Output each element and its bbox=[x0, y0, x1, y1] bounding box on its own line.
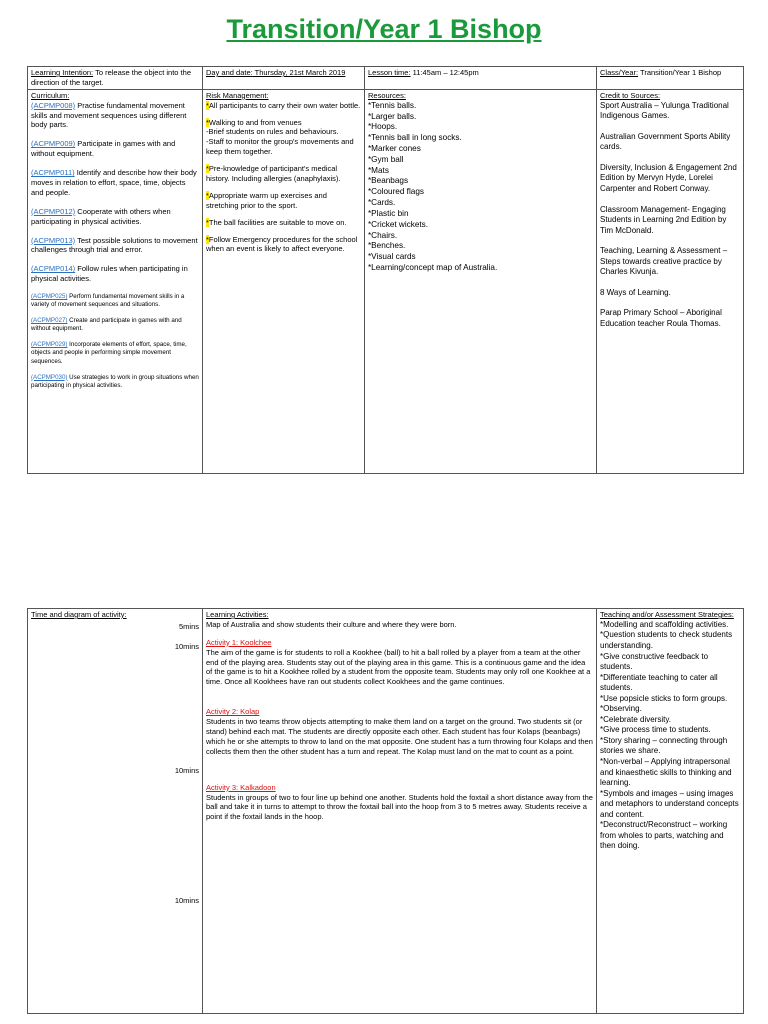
credits-list bbox=[600, 101, 740, 330]
credits-cell bbox=[597, 89, 744, 473]
resources-list bbox=[368, 101, 593, 274]
curriculum-item bbox=[31, 293, 199, 309]
resource-item: *Cards. bbox=[368, 198, 396, 208]
strategy-item: *Symbols and images – using images and metaphors to understand concepts and content. bbox=[600, 788, 739, 819]
risk-marker: * bbox=[206, 190, 209, 200]
activity-block bbox=[206, 783, 593, 823]
resource-item: *Chairs. bbox=[368, 230, 398, 240]
risk-marker: * bbox=[206, 234, 209, 244]
risk-marker: * bbox=[206, 100, 209, 110]
curriculum-item bbox=[31, 139, 199, 159]
learning-intention-label: Learning Intention: bbox=[31, 68, 94, 77]
resource-item: *Larger balls. bbox=[368, 111, 417, 121]
page-title: Transition/Year 1 Bishop bbox=[226, 14, 542, 44]
strategy-item: *Give process time to students. bbox=[600, 725, 711, 735]
lesson-time-value: 11:45am – 12:45pm bbox=[410, 68, 479, 77]
risk-text: All participants to carry their own water bottle. bbox=[208, 100, 361, 110]
credit-item: Teaching, Learning & Assessment – Steps towards creative practice by Charles Kivunja. bbox=[600, 246, 728, 277]
lesson-time-label: Lesson time: bbox=[368, 68, 411, 77]
resources-cell bbox=[365, 89, 597, 473]
credit-item: 8 Ways of Learning. bbox=[600, 287, 671, 297]
time-cell bbox=[28, 609, 203, 1014]
curriculum-text: Test possible solutions to movement challenges through trial and error. bbox=[31, 235, 198, 255]
curriculum-code-link[interactable]: (ACPMP025) bbox=[31, 293, 68, 301]
risk-management-cell bbox=[203, 89, 365, 473]
resource-item: *Visual cards bbox=[368, 252, 416, 262]
curriculum-code-link[interactable]: (ACPMP011) bbox=[31, 168, 75, 178]
time-label: Time and diagram of activity: bbox=[31, 610, 127, 619]
resource-item: *Tennis balls. bbox=[368, 100, 417, 110]
strategy-item: *Observing. bbox=[600, 704, 642, 714]
strategy-item: *Deconstruct/Reconstruct – working from wholes to parts, watching and then doing. bbox=[600, 820, 728, 851]
curriculum-text: Cooperate with others when participating in physical activities. bbox=[31, 206, 171, 226]
curriculum-text: Perform fundamental movement skills in a variety of movement sequences and situations. bbox=[31, 293, 185, 309]
activities-table bbox=[27, 608, 744, 1014]
credit-item: Sport Australia – Yulunga Traditional Indigenous Games. bbox=[600, 100, 729, 121]
activity-text: Students in two teams throw objects attempting to make them land on a target on the ground. Two students sit (or stand) behind each mat. The students are directly opposite each other. Each student has four Kolaps (beanbags) which he or she attempts to throw to land on the mat opposite. One student has a turn throwing four Kolaps and then collects them then the other student has a turn and repeat. The Kolap must land on the mat to count as a point. bbox=[206, 717, 593, 756]
curriculum-text: Create and participate in games with and without equipment. bbox=[31, 317, 182, 333]
credit-item: Diversity, Inclusion & Engagement 2nd Edition by Mervyn Hyde, Lorelei Carpenter and Robert Conway. bbox=[600, 162, 737, 193]
risk-list bbox=[206, 101, 361, 255]
curriculum-list bbox=[31, 101, 199, 284]
risk-item bbox=[206, 101, 361, 111]
activity-block bbox=[206, 707, 593, 756]
risk-marker: * bbox=[206, 217, 209, 227]
time-item: 10mins bbox=[174, 641, 199, 651]
risk-text: Follow Emergency procedures for the school when an event is likely to affect everyone. bbox=[206, 234, 358, 254]
strategy-item: *Non-verbal – Applying intrapersonal and kinaesthetic skills to thinking and learning. bbox=[600, 757, 732, 788]
curriculum-code-link[interactable]: (ACPMP014) bbox=[31, 264, 76, 274]
strategy-item: *Modelling and scaffolding activities. bbox=[600, 619, 729, 629]
resource-item: *Learning/concept map of Australia. bbox=[368, 263, 498, 273]
strategies-cell bbox=[597, 609, 744, 1014]
risk-text: Appropriate warm up exercises and stretching prior to the sport. bbox=[206, 190, 327, 210]
curriculum-code-link[interactable]: (ACPMP013) bbox=[31, 235, 76, 245]
resource-item: *Hoops. bbox=[368, 122, 398, 132]
activities-label: Learning Activities: bbox=[206, 610, 269, 619]
risk-label: Risk Management: bbox=[206, 90, 269, 100]
resource-item: *Tennis ball in long socks. bbox=[368, 133, 462, 143]
learning-activities-cell bbox=[203, 609, 597, 1014]
credit-item: Parap Primary School – Aboriginal Education teacher Roula Thomas. bbox=[600, 308, 722, 328]
curriculum-text: Use strategies to work in group situations when participating in physical activities. bbox=[31, 373, 199, 389]
learning-intention-text: To release the object into the direction of the target. bbox=[31, 68, 191, 87]
resource-item: *Mats bbox=[368, 165, 389, 175]
resource-item: *Coloured flags bbox=[368, 187, 424, 197]
risk-text: The ball facilities are suitable to move on. bbox=[208, 217, 347, 227]
lesson-overview-table bbox=[27, 66, 744, 474]
resources-label: Resources: bbox=[368, 90, 406, 100]
resource-item: *Cricket wickets. bbox=[368, 219, 429, 229]
curriculum-text: Follow rules when participating in physical activities. bbox=[31, 264, 188, 284]
risk-item bbox=[206, 118, 361, 158]
curriculum-code-link[interactable]: (ACPMP009) bbox=[31, 139, 76, 149]
activity-block bbox=[206, 638, 593, 687]
credit-label: Credit to Sources: bbox=[600, 90, 661, 100]
curriculum-item bbox=[31, 264, 199, 284]
activity-text: The aim of the game is for students to roll a Kookhee (ball) to hit a ball rolled by a player from a team at the other end of the playing area. Students stay out of the playing area in this game. This is a continuous game and the idea of the game is to hit a Kookhee rolled by a student from the opposite team. Students may only roll one Kookhee at a time. Once all Kookhees have ran out students collect Kookhees and the game continues. bbox=[206, 647, 591, 687]
risk-text: Pre-knowledge of participant's medical history. Including allergies (anaphylaxis). bbox=[206, 164, 341, 184]
activity-title: Activity 1: Koolchee bbox=[206, 637, 272, 647]
class-year-value: Transition/Year 1 Bishop bbox=[638, 68, 722, 77]
curriculum-label: Curriculum: bbox=[31, 90, 70, 100]
curriculum-item bbox=[31, 168, 199, 198]
day-date-label: Day and date: bbox=[206, 68, 253, 77]
curriculum-item bbox=[31, 374, 199, 390]
curriculum-text: Incorporate elements of effort, space, time, objects and people in performing simple movement sequences. bbox=[31, 341, 187, 365]
day-date-value: Thursday, 21st March 2019 bbox=[252, 68, 346, 77]
strategy-item: *Question students to check students understanding. bbox=[600, 630, 733, 650]
day-date-cell bbox=[203, 67, 365, 90]
resource-item: *Plastic bin bbox=[368, 208, 409, 218]
time-item: 10mins bbox=[174, 895, 199, 905]
risk-marker: * bbox=[206, 164, 209, 174]
risk-item bbox=[206, 164, 361, 184]
risk-text: Walking to and from venues -Brief students on rules and behaviours. -Staff to monitor the group's movements and keep them together. bbox=[206, 117, 354, 157]
curriculum-code-link[interactable]: (ACPMP012) bbox=[31, 206, 76, 216]
curriculum-item bbox=[31, 236, 199, 256]
curriculum-text: Participate in games with and without equipment. bbox=[31, 139, 176, 159]
curriculum-code-link[interactable]: (ACPMP008) bbox=[31, 100, 76, 110]
risk-marker: * bbox=[206, 117, 209, 127]
resource-item: *Marker cones bbox=[368, 143, 421, 153]
class-year-label: Class/Year: bbox=[600, 68, 639, 77]
credit-item: Classroom Management- Engaging Students in Learning 2nd Edition by Tim McDonald. bbox=[600, 204, 727, 235]
strategy-item: *Story sharing – connecting through stories we share. bbox=[600, 735, 728, 756]
risk-item bbox=[206, 191, 361, 211]
curriculum-text: Practise fundamental movement skills and movement sequences using different body parts. bbox=[31, 100, 187, 130]
curriculum-text: Identify and describe how their body moves in relation to effort, space, time, objects and people. bbox=[31, 168, 197, 197]
strategy-item: *Celebrate diversity. bbox=[600, 714, 671, 724]
class-year-cell bbox=[597, 67, 744, 90]
curriculum-item bbox=[31, 317, 199, 333]
time-item: 5mins bbox=[178, 621, 199, 631]
curriculum-code-link[interactable]: (ACPMP029) bbox=[31, 341, 68, 349]
strategies-label: Teaching and/or Assessment Strategies: bbox=[600, 610, 734, 619]
resource-item: *Beanbags bbox=[368, 176, 409, 186]
resource-item: *Gym ball bbox=[368, 154, 404, 164]
credit-item: Australian Government Sports Ability cards. bbox=[600, 131, 731, 152]
activity-title: Activity 3: Kalkadoon bbox=[206, 782, 276, 792]
curriculum-cell bbox=[28, 89, 203, 473]
activity-title: Activity 2: Kolap bbox=[206, 707, 260, 717]
curriculum-item bbox=[31, 207, 199, 227]
strategies-list bbox=[600, 620, 740, 852]
time-item: 10mins bbox=[174, 765, 199, 775]
risk-item bbox=[206, 218, 361, 228]
strategy-item: *Differentiate teaching to cater all students. bbox=[600, 672, 718, 693]
activities-intro: Map of Australia and show students their culture and where they were born. bbox=[206, 619, 457, 629]
strategy-item: *Give constructive feedback to students. bbox=[600, 651, 709, 672]
risk-item bbox=[206, 235, 361, 255]
resource-item: *Benches. bbox=[368, 241, 406, 251]
activity-text: Students in groups of two to four line up behind one another. Students hold the foxtail a short distance away from the ball and take it in turns to attempt to throw the foxtail ball into the hoop from 3 to 5 metres away. Students receive a point if the foxtail lands in the hoop. bbox=[206, 792, 593, 822]
curriculum-code-link[interactable]: (ACPMP027) bbox=[31, 317, 68, 325]
lesson-time-cell bbox=[365, 67, 597, 90]
curriculum-code-link[interactable]: (ACPMP030) bbox=[31, 373, 68, 381]
learning-intention-cell bbox=[28, 67, 203, 90]
strategy-item: *Use popsicle sticks to form groups. bbox=[600, 693, 728, 703]
curriculum-item bbox=[31, 341, 199, 365]
curriculum-item bbox=[31, 101, 199, 131]
curriculum-list-secondary bbox=[31, 293, 199, 390]
